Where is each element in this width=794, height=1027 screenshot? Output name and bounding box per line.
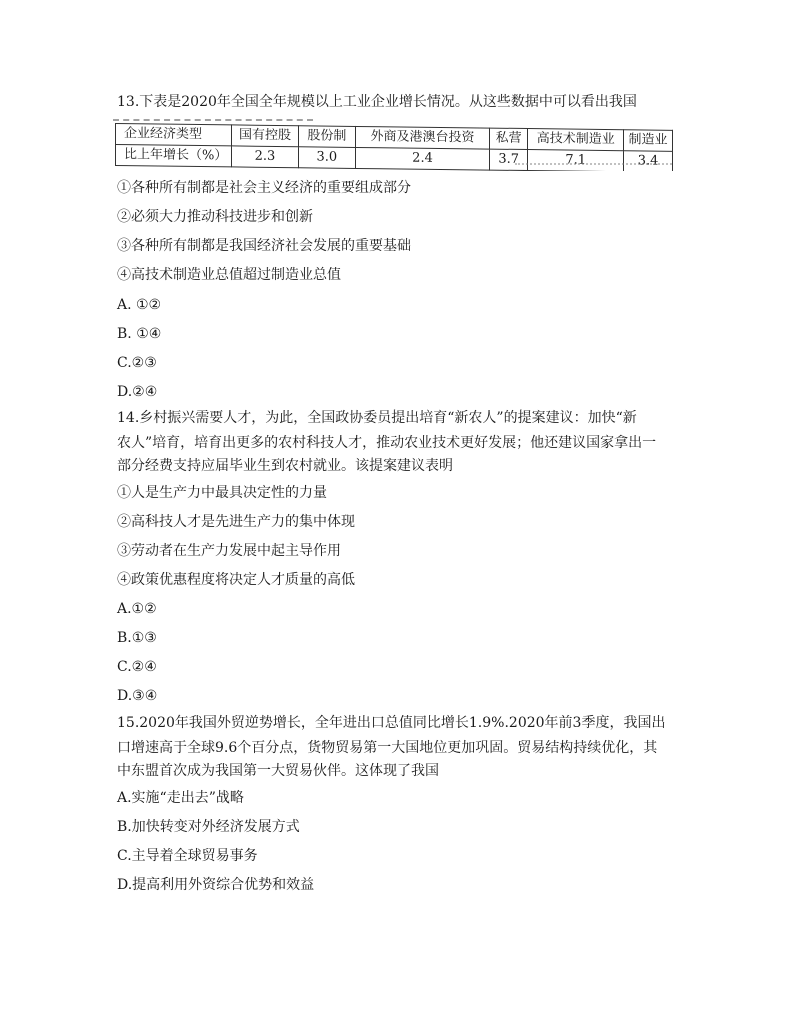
q15-option: B.加快转变对外经济发展方式 xyxy=(117,819,300,835)
q14-option: A.①② xyxy=(117,601,157,617)
table-header-cell: 国有控股 xyxy=(232,125,298,147)
q14-stem-line: 部分经费支持应届毕业生到农村就业。该提案建议表明 xyxy=(117,458,453,474)
q15-stem-line: 中东盟首次成为我国第一大贸易伙伴。这体现了我国 xyxy=(117,763,439,779)
q15-stem-line: 口增速高于全球9.6个百分点，货物贸易第一大国地位更加巩固。贸易结构持续优化，其 xyxy=(117,740,658,756)
table-header-cell: 外商及港澳台投资 xyxy=(356,126,490,149)
table-header-cell: 制造业 xyxy=(624,130,673,152)
table-cell: 3.4 xyxy=(624,151,673,171)
q13-stem: 13.下表是2020年全国全年规模以上工业企业增长情况。从这些数据中可以看出我国 xyxy=(117,94,637,110)
q14-option: D.③④ xyxy=(117,688,158,704)
table-header-cell: 股份制 xyxy=(298,126,356,148)
q14-statement: ②高科技人才是先进生产力的集中体现 xyxy=(117,514,355,530)
q14-statement: ③劳动者在生产力发展中起主导作用 xyxy=(117,543,341,559)
q15-option: C.主导着全球贸易事务 xyxy=(117,848,258,864)
table-header-cell: 企业经济类型 xyxy=(116,124,232,146)
table-cell: 3.7 xyxy=(489,149,527,170)
table-cell: 7.1 xyxy=(528,150,624,171)
q13-option: D.②④ xyxy=(117,384,158,400)
table-cell: 2.3 xyxy=(232,146,298,168)
table-header-cell: 私营 xyxy=(489,128,527,149)
q15-option: D.提高利用外资综合优势和效益 xyxy=(117,877,315,893)
q13-statement: ①各种所有制都是社会主义经济的重要组成部分 xyxy=(117,180,411,196)
q13-statement: ④高技术制造业总值超过制造业总值 xyxy=(117,267,341,283)
table-cell: 2.4 xyxy=(356,147,490,170)
table-row-label: 比上年增长（%） xyxy=(116,145,232,167)
q13-statement: ③各种所有制都是我国经济社会发展的重要基础 xyxy=(117,238,411,254)
q13-table-area xyxy=(113,119,673,171)
q13-statement: ②必须大力推动科技进步和创新 xyxy=(117,209,313,225)
table-header-cell: 高技术制造业 xyxy=(528,129,624,151)
q14-stem-line: 14.乡村振兴需要人才，为此，全国政协委员提出培育“新农人”的提案建议：加快“新 xyxy=(117,410,637,426)
q14-statement: ④政策优惠程度将决定人才质量的高低 xyxy=(117,572,355,588)
q13-option: A. ①② xyxy=(117,297,162,313)
q14-stem-line: 农人”培育，培育出更多的农村科技人才，推动农业技术更好发展；他还建议国家拿出一 xyxy=(117,435,657,451)
table-cell: 3.0 xyxy=(298,147,356,169)
q15-option: A.实施“走出去”战略 xyxy=(117,790,244,806)
cropped-text-line xyxy=(515,163,673,171)
q13-option: C.②③ xyxy=(117,355,157,371)
q15-stem-line: 15.2020年我国外贸逆势增长，全年进出口总值同比增长1.9%.2020年前3季度，我国出 xyxy=(117,715,666,731)
q14-option: C.②④ xyxy=(117,659,157,675)
q14-option: B.①③ xyxy=(117,630,157,646)
q13-option: B. ①④ xyxy=(117,326,162,342)
q14-statement: ①人是生产力中最具决定性的力量 xyxy=(117,485,327,501)
